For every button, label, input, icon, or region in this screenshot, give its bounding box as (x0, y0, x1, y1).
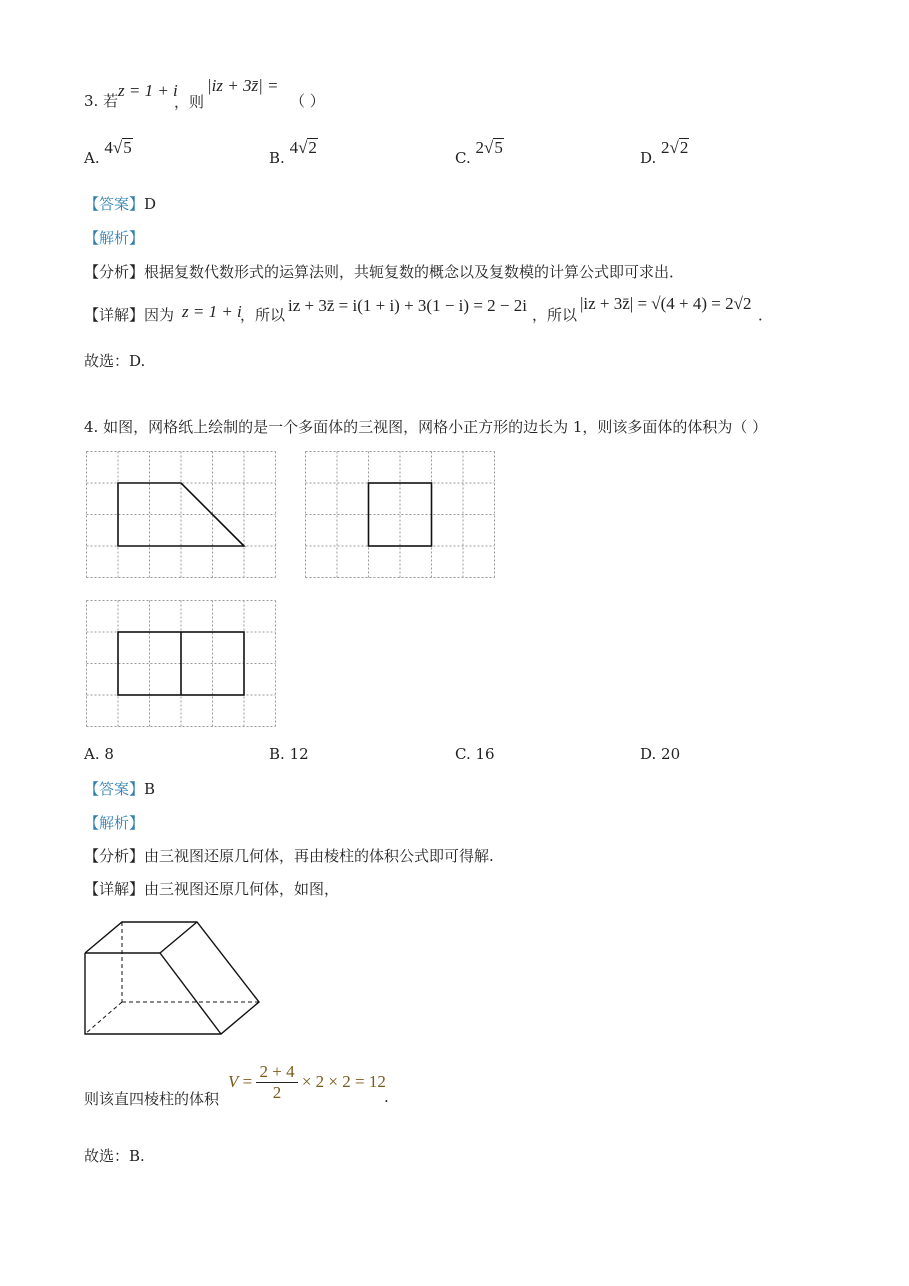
q3-given: z = 1 + i (118, 81, 178, 100)
q4-fenxi (84, 845, 494, 866)
choice-letter: C. (455, 149, 471, 167)
q4-conclusion: 故选：B. (84, 1147, 145, 1165)
answer-value: B (144, 780, 156, 798)
q4-volume-formula: V = $\frac{2 + 4}{2}$ × 2 × 2 = 12 (228, 1062, 386, 1103)
answer-label: 【答案】 (84, 780, 145, 798)
fraction-numerator: 2 + 4 (256, 1062, 297, 1083)
q4-choice-d: D. 20 (640, 745, 681, 763)
q3-fenxi (84, 261, 684, 282)
fenxi-text: 由三视图还原几何体，再由棱柱的体积公式即可得解. (144, 847, 494, 865)
q4-analysis-label: 【解析】 (84, 814, 145, 832)
volume-rest: × 2 × 2 = 12 (301, 1071, 386, 1091)
fraction-denominator: 2 (272, 1083, 282, 1103)
fenxi-label: 【分析】 (84, 847, 145, 865)
q3-expr: |iz + 3z̄| = (207, 76, 279, 95)
q4-choice-c: C. 16 (455, 745, 495, 763)
detail-label: 【详解】 (84, 880, 145, 898)
q3-detail-eq1: iz + 3z̄ = i(1 + i) + 3(1 − i) = 2 − 2i (288, 296, 527, 315)
q4-choice-b: B. 12 (269, 745, 309, 763)
volume-symbol: V (228, 1071, 239, 1091)
q4-detail (84, 878, 339, 899)
q3-detail-z: z = 1 + i (182, 302, 242, 321)
top-view-figure (86, 600, 276, 728)
q3-stem (84, 90, 118, 111)
choice-value: 4√5 (104, 138, 132, 157)
q3-prefix: 若 (103, 92, 119, 110)
choice-letter: A. (84, 149, 100, 167)
prism-3d-figure (80, 915, 265, 1040)
grid-lines (87, 452, 276, 578)
fenxi-text: 根据复数代数形式的运算法则，共轭复数的概念以及复数模的计算公式即可求出． (144, 263, 685, 281)
q3-conclusion: 故选：D. (84, 352, 146, 370)
answer-value: D (144, 195, 157, 213)
q3-choice-a (84, 138, 133, 168)
q4-volume-text: 则该直四棱柱的体积 (84, 1090, 220, 1108)
side-view-figure (305, 451, 495, 579)
q3-analysis-label: 【解析】 (84, 229, 145, 247)
answer-label: 【答案】 (84, 195, 145, 213)
grid-lines (306, 452, 495, 578)
q4-volume-end: . (384, 1088, 389, 1106)
q3-detail-label: 【详解】因为 (84, 306, 175, 324)
q4-stem: 4. 如图，网格纸上绘制的是一个多面体的三视图，网格小正方形的边长为 1，则该多面体的体积为（ ） (84, 418, 768, 436)
detail-text: 由三视图还原几何体，如图， (144, 880, 340, 898)
q3-choice-b (269, 138, 318, 168)
q3-detail-c: ，所以 (532, 306, 578, 324)
choice-value: 4√2 (289, 138, 317, 157)
q3-detail-eq2: |iz + 3z̄| = √(4 + 4) = 2√2 (580, 294, 752, 313)
choice-letter: D. (640, 149, 657, 167)
q3-blank: （ ） (290, 92, 325, 110)
choice-value: 2√2 (661, 138, 689, 157)
q3-then: ，则 (174, 93, 205, 111)
q3-detail-end: ． (758, 306, 774, 324)
fenxi-label: 【分析】 (84, 263, 145, 281)
q4-choice-a: A. 8 (84, 745, 114, 763)
q3-choice-d (640, 138, 689, 168)
volume-fraction (256, 1062, 297, 1104)
q3-choice-c (455, 138, 504, 168)
q3-number: 3. (84, 92, 99, 110)
choice-letter: B. (269, 149, 285, 167)
q3-detail-b: ，所以 (240, 306, 286, 324)
front-view-figure (86, 451, 276, 579)
prism-hidden-edges (85, 922, 259, 1034)
q3-answer (84, 193, 156, 214)
q4-answer (84, 778, 155, 799)
prism-visible-edges (85, 922, 259, 1034)
choice-value: 2√5 (475, 138, 503, 157)
